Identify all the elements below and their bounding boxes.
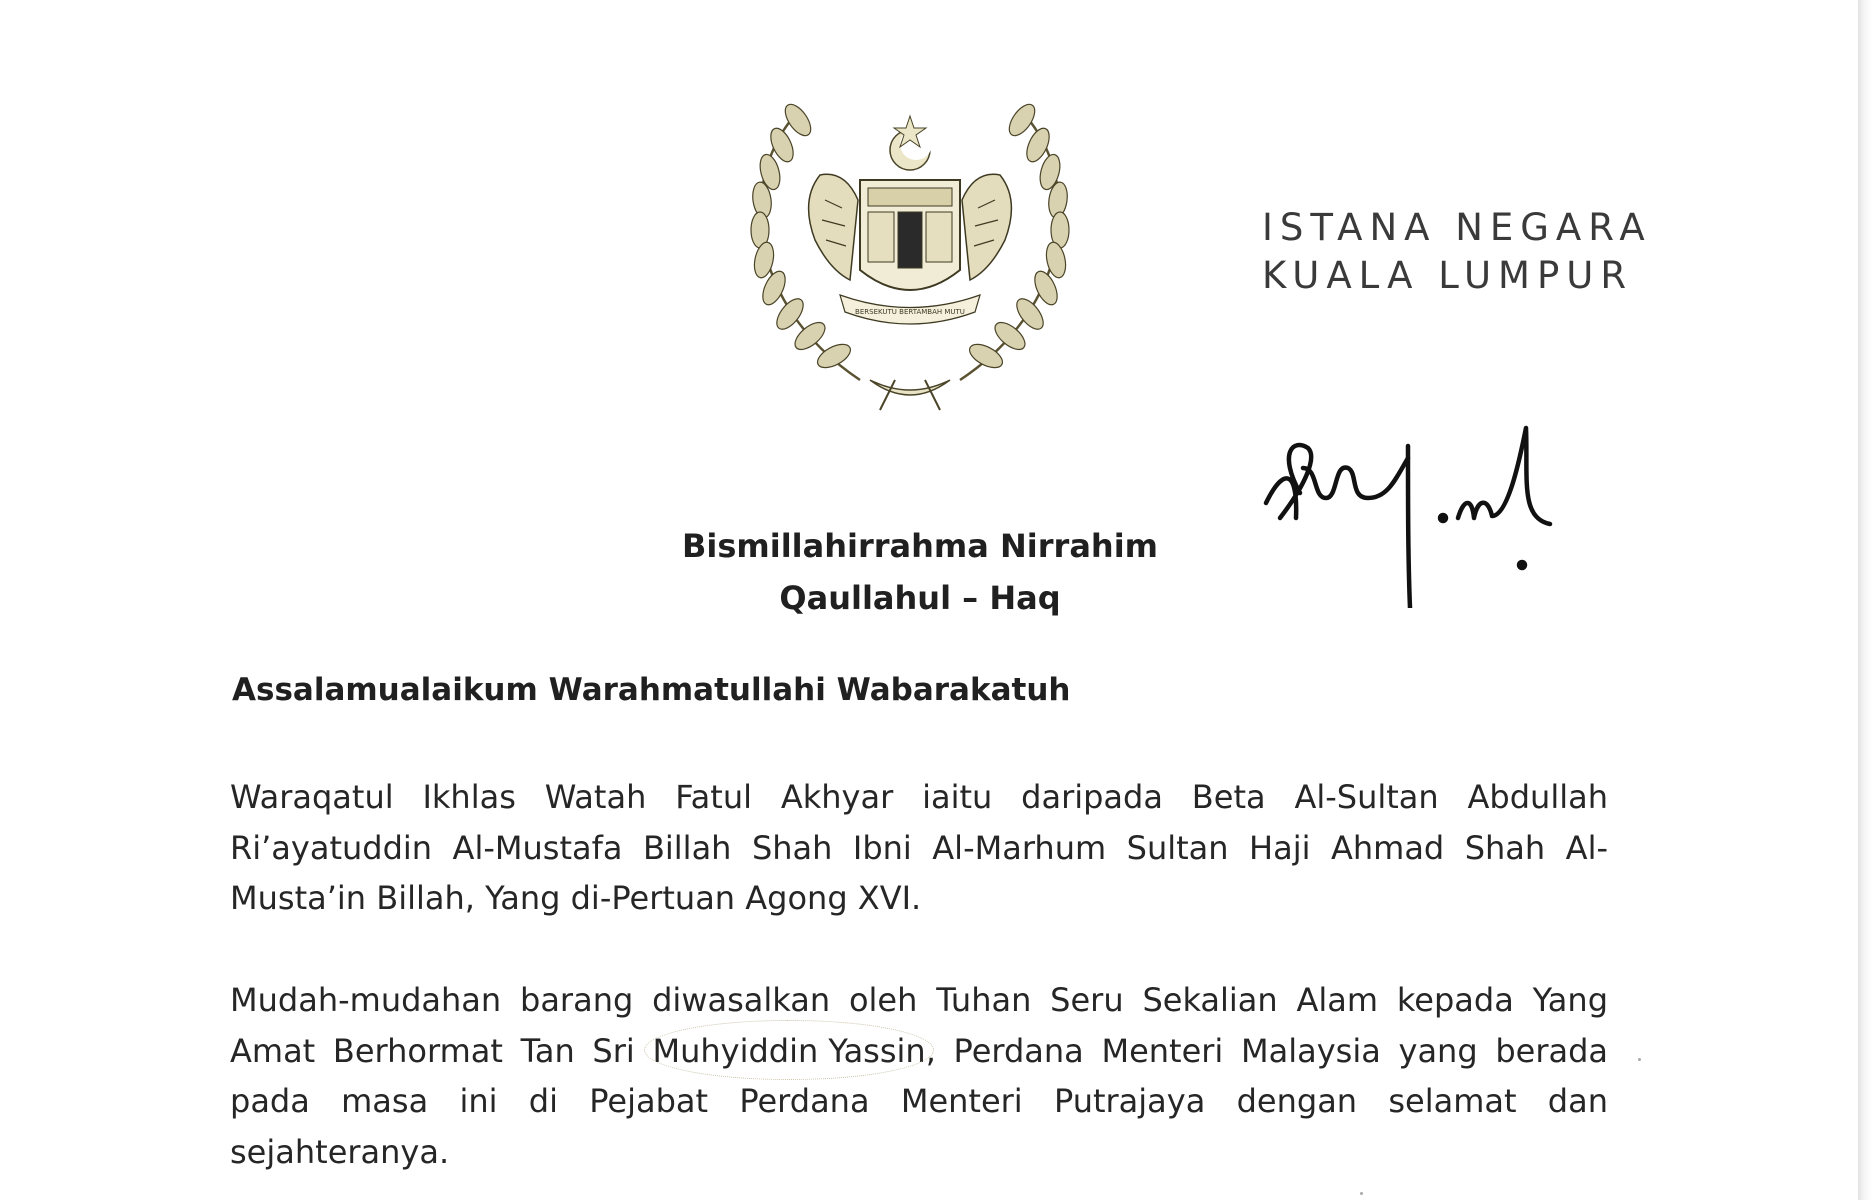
paragraph-2-end: , Perdana Menteri Malaysia yang berada pada masa ini di Pejabat Perdana Menteri Putrajaya dengan selamat dan sejahteranya.	[230, 1031, 1609, 1171]
paragraph-2-start: Mudah-mudahan barang diwasalkan oleh Tuhan Seru Sekalian Alam kepada Yang Amat Berhormat Tan Sri	[230, 981, 1608, 1070]
crest-ribbon-text: BERSEKUTU BERTAMBAH MUTU	[855, 308, 965, 316]
scan-speck	[1360, 1192, 1363, 1195]
letterhead	[1262, 204, 1682, 300]
invocation	[640, 520, 1200, 624]
paragraph-1: Waraqatul Ikhlas Watah Fatul Akhyar iaitu daripada Beta Al-Sultan Abdullah Ri’ayatuddin Al-Mustafa Billah Shah Ibni Al-Marhum Sultan Haji Ahmad Shah Al-Musta’in Billah, Yang di-Pertuan Agong XVI.	[230, 778, 1608, 917]
invocation-line2: Qaullahul – Haq	[779, 579, 1061, 617]
letterhead-line1: ISTANA NEGARA	[1262, 206, 1652, 249]
prime-minister-name: Muhyiddin Yassin	[652, 1026, 925, 1077]
coat-of-arms-icon	[730, 80, 1090, 420]
greeting: Assalamualaikum Warahmatullahi Wabarakatuh	[232, 672, 1071, 708]
paragraph-2	[230, 975, 1608, 1177]
page-edge-shadow	[1858, 0, 1872, 1200]
invocation-line1: Bismillahirrahma Nirrahim	[681, 527, 1158, 565]
scan-speck	[1638, 1058, 1641, 1061]
letterhead-line2: KUALA LUMPUR	[1262, 254, 1634, 297]
handwritten-signature-icon	[1258, 398, 1618, 608]
